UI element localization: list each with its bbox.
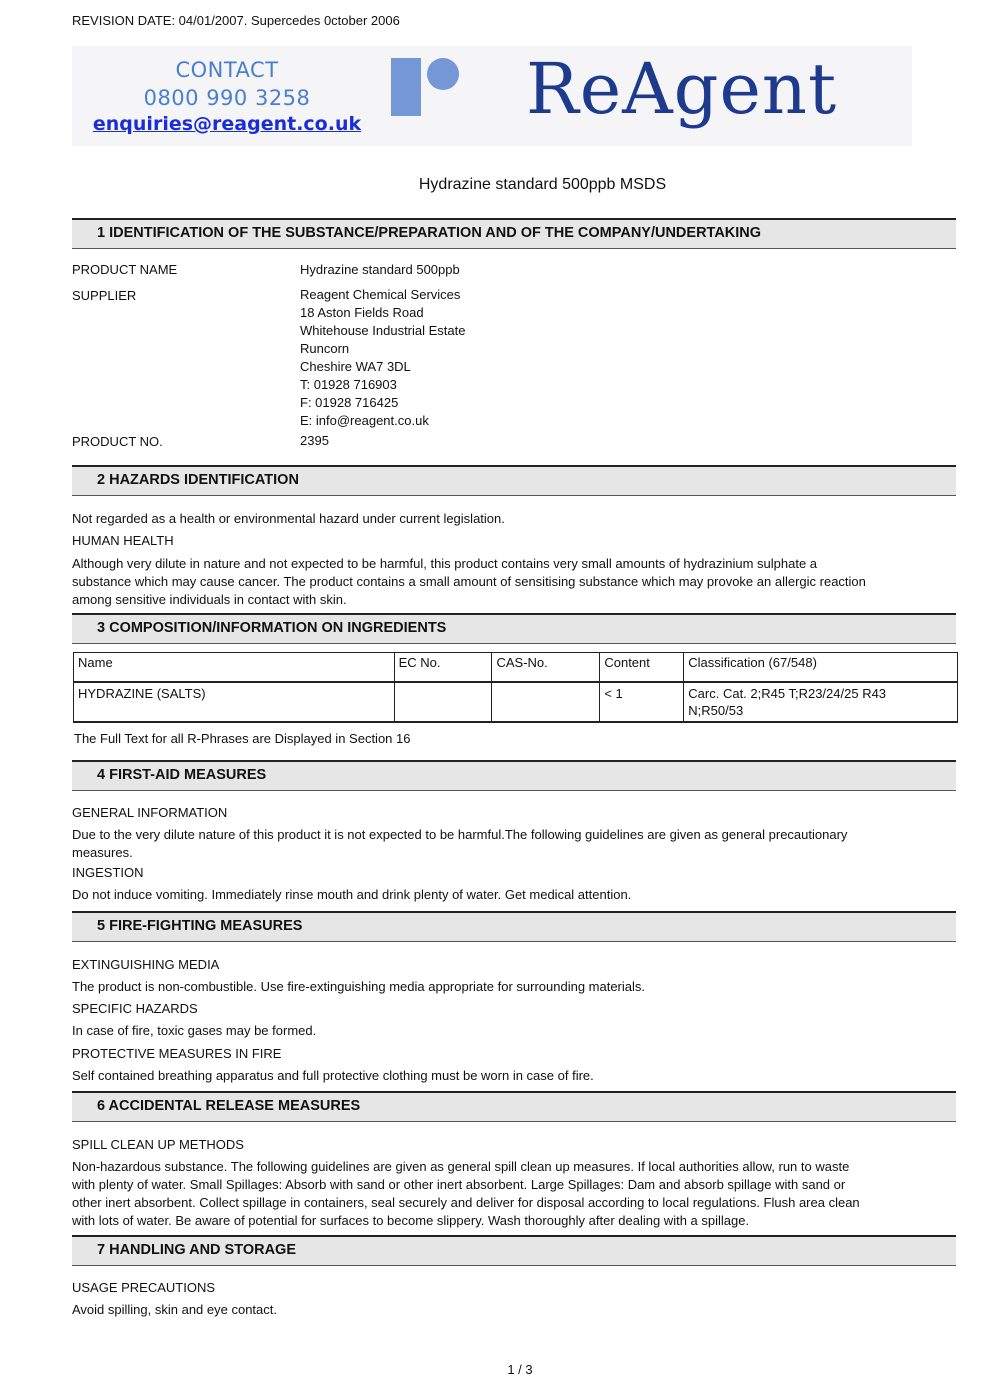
text-line: substance which may cause cancer. The product contains a small amount of sensitising substance which may provoke an allergic reaction — [72, 574, 866, 589]
product-no-value: 2395 — [300, 433, 329, 448]
supplier-line: Cheshire WA7 3DL — [300, 359, 411, 374]
company-banner — [72, 46, 912, 146]
supplier-line: Runcorn — [300, 341, 350, 356]
ingredient-ec — [394, 682, 492, 722]
logo-bar-icon — [391, 58, 421, 116]
product-no-label: PRODUCT NO. — [72, 434, 163, 449]
supplier-line: 18 Aston Fields Road — [300, 305, 424, 320]
document-title: Hydrazine standard 500ppb MSDS — [418, 176, 667, 193]
supplier-line: T: 01928 716903 — [300, 377, 397, 392]
supplier-line: F: 01928 716425 — [300, 395, 399, 410]
section-4-header: 4 FIRST-AID MEASURES — [72, 760, 956, 791]
section-2-header: 2 HAZARDS IDENTIFICATION — [72, 465, 956, 496]
text-line: with lots of water. Be aware of potential for surfaces to become slippery. Wash thoroughly after dealing with a spillage. — [72, 1213, 750, 1228]
column-header: CAS-No. — [492, 653, 600, 683]
product-name-label: PRODUCT NAME — [72, 262, 178, 277]
supplier-address — [300, 286, 465, 430]
ingestion-label: INGESTION — [72, 865, 144, 880]
protective-measures-text: Self contained breathing apparatus and full protective clothing must be worn in case of fire. — [72, 1068, 594, 1083]
text-line: Although very dilute in nature and not expected to be harmful, this product contains very small amounts of hydrazinium sulphate a — [72, 556, 818, 571]
ingestion-text: Do not induce vomiting. Immediately rinse mouth and drink plenty of water. Get medical attention. — [72, 887, 632, 902]
r-phrases-note: The Full Text for all R-Phrases are Displayed in Section 16 — [74, 731, 411, 746]
text-line: with plenty of water. Small Spillages: Absorb with sand or other inert absorbent. Large Spillages: Dam and absorb spillage with sand or — [72, 1177, 846, 1192]
section-6-header: 6 ACCIDENTAL RELEASE MEASURES — [72, 1091, 956, 1122]
table-header-row — [74, 653, 958, 683]
ingredient-cas — [492, 682, 600, 722]
specific-hazards-label: SPECIFIC HAZARDS — [72, 1001, 198, 1016]
human-health-text — [72, 555, 932, 609]
extinguishing-media-label: EXTINGUISHING MEDIA — [72, 957, 220, 972]
section-7-header: 7 HANDLING AND STORAGE — [72, 1235, 956, 1266]
table-row — [74, 682, 958, 722]
section-1-header: 1 IDENTIFICATION OF THE SUBSTANCE/PREPARATION AND OF THE COMPANY/UNDERTAKING — [72, 218, 956, 249]
general-info-label: GENERAL INFORMATION — [72, 805, 228, 820]
classification-line: Carc. Cat. 2;R45 T;R23/24/25 R43 — [688, 686, 887, 701]
spill-methods-label: SPILL CLEAN UP METHODS — [72, 1137, 244, 1152]
text-line: other inert absorbent. Collect spillage in containers, seal securely and deliver for disposal according to local regulations. Flush area clean — [72, 1195, 860, 1210]
supplier-line: Whitehouse Industrial Estate — [300, 323, 466, 338]
column-header: EC No. — [394, 653, 492, 683]
brand-logo: ReAgent — [526, 48, 838, 130]
contact-email-link[interactable]: enquiries@reagent.co.uk — [92, 113, 362, 135]
revision-date: REVISION DATE: 04/01/2007. Supercedes 0ctober 2006 — [72, 13, 400, 28]
supplier-line: E: info@reagent.co.uk — [300, 413, 429, 428]
human-health-label: HUMAN HEALTH — [72, 533, 174, 548]
text-line: among sensitive individuals in contact with skin. — [72, 592, 347, 607]
ingredient-classification — [684, 682, 958, 722]
usage-precautions-text: Avoid spilling, skin and eye contact. — [72, 1302, 277, 1317]
ingredient-content: < 1 — [600, 682, 684, 722]
extinguishing-media-text: The product is non-combustible. Use fire-extinguishing media appropriate for surrounding materials. — [72, 979, 646, 994]
spill-methods-text — [72, 1158, 932, 1230]
text-line: measures. — [72, 845, 133, 860]
usage-precautions-label: USAGE PRECAUTIONS — [72, 1280, 216, 1295]
section-5-header: 5 FIRE-FIGHTING MEASURES — [72, 911, 956, 942]
section-3-header: 3 COMPOSITION/INFORMATION ON INGREDIENTS — [72, 613, 956, 644]
general-info-text — [72, 826, 932, 862]
protective-measures-label: PROTECTIVE MEASURES IN FIRE — [72, 1046, 282, 1061]
hazard-statement: Not regarded as a health or environmental hazard under current legislation. — [72, 511, 505, 526]
contact-label: CONTACT — [175, 58, 279, 82]
page-number: 1 / 3 — [507, 1362, 533, 1377]
column-header: Name — [74, 653, 395, 683]
logo-dot-icon — [427, 58, 459, 90]
supplier-line: Reagent Chemical Services — [300, 287, 461, 302]
column-header: Classification (67/548) — [684, 653, 958, 683]
text-line: Non-hazardous substance. The following guidelines are given as general spill clean up measures. If local authorities allow, run to waste — [72, 1159, 850, 1174]
specific-hazards-text: In case of fire, toxic gases may be formed. — [72, 1023, 317, 1038]
contact-block — [72, 56, 382, 112]
product-name-value: Hydrazine standard 500ppb — [300, 262, 460, 277]
contact-phone: 0800 990 3258 — [143, 86, 311, 110]
supplier-label: SUPPLIER — [72, 288, 137, 303]
ingredient-name: HYDRAZINE (SALTS) — [74, 682, 395, 722]
text-line: Due to the very dilute nature of this product it is not expected to be harmful.The following guidelines are given as general precautionary — [72, 827, 848, 842]
ingredients-table — [73, 652, 958, 723]
classification-line: N;R50/53 — [688, 703, 744, 718]
column-header: Content — [600, 653, 684, 683]
